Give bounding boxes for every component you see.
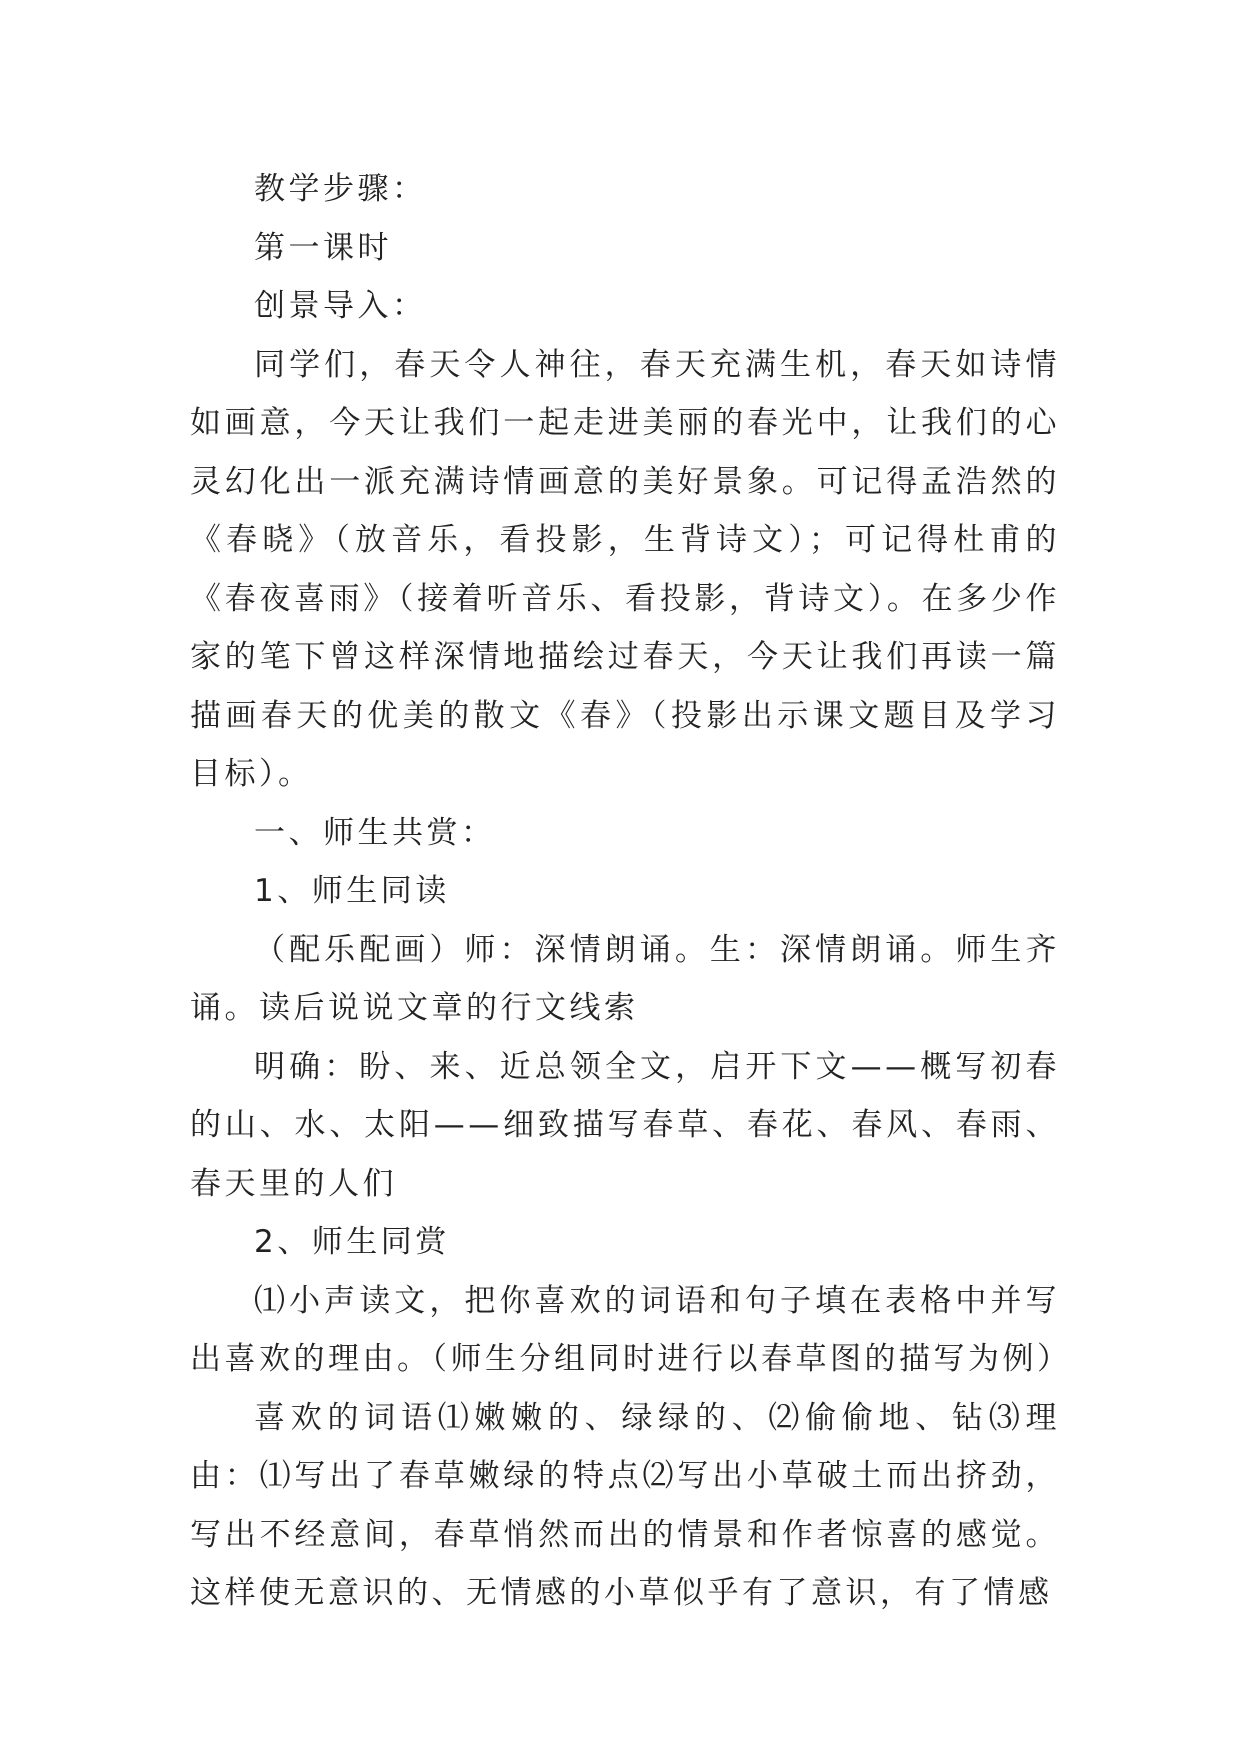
heading-scene-intro: 创景导入： bbox=[254, 288, 427, 324]
heading-shared-appreciation: 一、师生共赏： bbox=[254, 814, 496, 851]
document-body bbox=[190, 160, 1072, 1623]
paragraph-clarify: 明确：盼、来、近总领全文，启开下文——概写初春的山、水、太阳——细致描写春草、春花、春风、春雨、春天里的人们 bbox=[190, 1048, 1060, 1202]
paragraph-intro: 同学们，春天令人神往，春天充满生机，春天如诗情如画意，今天让我们一起走进美丽的春光中，让我们的心灵幻化出一派充满诗情画意的美好景象。可记得孟浩然的《春晓》（放音乐，看投影，生背诗文）；可记得杜甫的《春夜喜雨》（接着听音乐、看投影，背诗文）。在多少作家的笔下曾这样深情地描绘过春天，今天让我们再读一篇描画春天的优美的散文《春》（投影出示课文题目及学习目标）。 bbox=[190, 346, 1060, 792]
heading-read-together: 1、师生同读 bbox=[254, 873, 450, 909]
paragraph-reading: （配乐配画）师：深情朗诵。生：深情朗诵。师生齐诵。读后说说文章的行文线索 bbox=[190, 931, 1060, 1026]
heading-teaching-steps: 教学步骤： bbox=[254, 171, 427, 207]
paragraph-task: ⑴小声读文，把你喜欢的词语和句子填在表格中并写出喜欢的理由。（师生分组同时进行以春草图的描写为例） bbox=[190, 1282, 1072, 1377]
heading-first-lesson: 第一课时 bbox=[254, 229, 392, 266]
paragraph-favorite-words: 喜欢的词语⑴嫩嫩的、绿绿的、⑵偷偷地、钻⑶理由：⑴写出了春草嫩绿的特点⑵写出小草破土而出挤劲，写出不经意间，春草悄然而出的情景和作者惊喜的感觉。这样使无意识的、无情感的小草似乎有了意识，有了情感 bbox=[190, 1399, 1060, 1611]
heading-appreciate-together: 2、师生同赏 bbox=[254, 1224, 450, 1260]
